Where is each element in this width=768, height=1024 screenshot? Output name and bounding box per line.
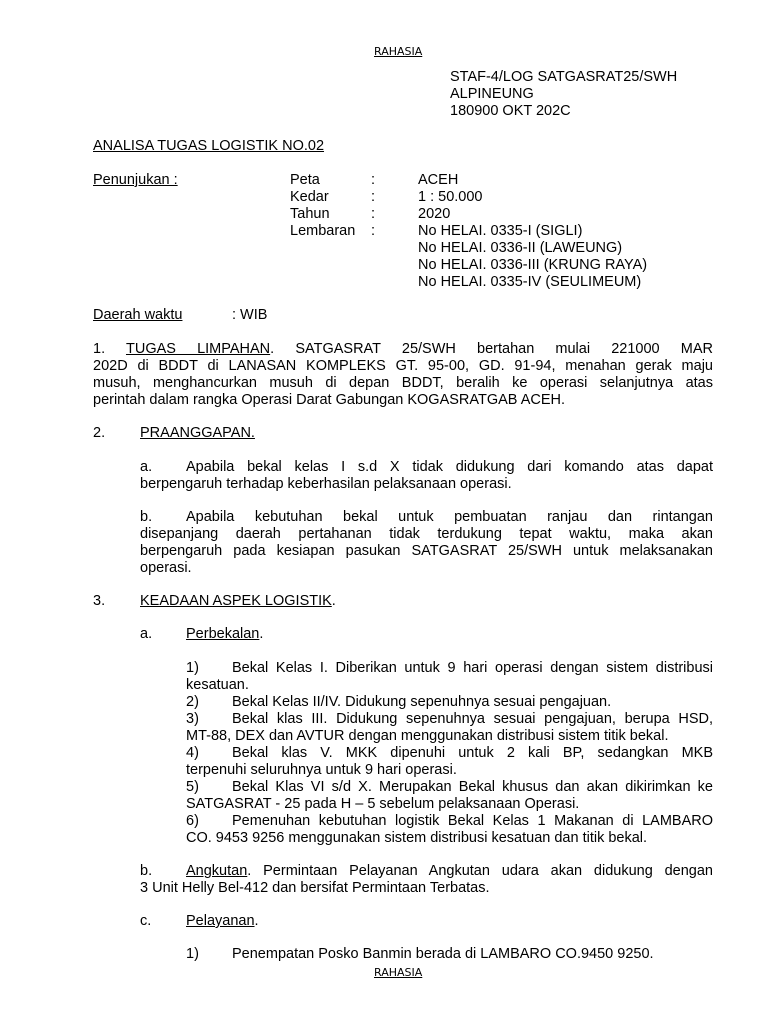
address-line-2: ALPINEUNG [450, 86, 534, 102]
section-1-number: 1. [93, 341, 106, 357]
daerah-waktu-label: Daerah waktu [93, 307, 183, 323]
peta-key: Peta [290, 172, 320, 188]
section-3b-label: b. [140, 863, 153, 879]
section-2b-label: b. [140, 509, 153, 525]
section-3a-item-5-line-2: SATGASRAT - 25 pada H – 5 sebelum pelaksanaan Operasi. [186, 796, 580, 812]
section-3-number: 3. [93, 593, 106, 609]
section-3a-item-5-line-1: 5) Bekal Klas VI s/d X. Merupakan Bekal khusus dan akan dikirimkan ke [186, 779, 713, 795]
section-1-line-3: musuh, menghancurkan musuh di depan BDDT, beralih ke operasi selanjutnya atas [93, 375, 713, 391]
lembaran-value-2: No HELAI. 0336-II (LAWEUNG) [418, 240, 623, 256]
section-1-line-1: 1. TUGAS LIMPAHAN. SATGASRAT 25/SWH bertahan mulai 221000 MAR [93, 341, 713, 357]
section-3a-label: a. [140, 626, 153, 642]
address-line-1: STAF-4/LOG SATGASRAT25/SWH [450, 69, 678, 85]
penunjukan-label: Penunjukan : [93, 172, 178, 188]
section-2-number: 2. [93, 425, 106, 441]
tahun-value: 2020 [418, 206, 451, 222]
section-3c-heading: Pelayanan. [186, 913, 259, 929]
section-2b-line-3: berpengaruh pada kesiapan pasukan SATGASRAT 25/SWH untuk melaksanakan [140, 543, 713, 559]
section-1-line-2: 202D di BDDT di LANASAN KOMPLEKS GT. 95-00, GD. 91-94, menahan gerak maju [93, 358, 713, 374]
section-3a-item-3-line-2: MT-88, DEX dan AVTUR dengan menggunakan distribusi sistem titik bekal. [186, 728, 669, 744]
address-line-3: 180900 OKT 202C [450, 103, 571, 119]
peta-colon: : [371, 172, 376, 188]
lembaran-key: Lembaran [290, 223, 356, 239]
classification-header: RAHASIA [374, 45, 423, 58]
section-3a-item-2: 2) Bekal Kelas II/IV. Didukung sepenuhnya sesuai pengajuan. [186, 694, 612, 710]
section-2b-line-1: b. Apabila kebutuhan bekal untuk pembuatan ranjau dan rintangan [140, 509, 713, 525]
kedar-key: Kedar [290, 189, 329, 205]
section-2b-line-4: operasi. [140, 560, 192, 576]
section-3a-item-6-line-2: CO. 9453 9256 menggunakan sistem distribusi kesatuan dan titik bekal. [186, 830, 648, 846]
section-2a-line-2: berpengaruh terhadap keberhasilan pelaksanaan operasi. [140, 476, 512, 492]
section-3-heading: KEADAAN ASPEK LOGISTIK. [140, 593, 336, 609]
section-3a-item-1-line-1: 1) Bekal Kelas I. Diberikan untuk 9 hari operasi dengan sistem distribusi [186, 660, 713, 676]
document-title: ANALISA TUGAS LOGISTIK NO.02 [93, 138, 325, 154]
tahun-key: Tahun [290, 206, 330, 222]
section-3c-item-1: 1) Penempatan Posko Banmin berada di LAMBARO CO.9450 9250. [186, 946, 654, 962]
section-3a-item-4-line-2: terpenuhi seluruhnya untuk 9 hari operasi. [186, 762, 457, 778]
section-3b-line-1: b. Angkutan. Permintaan Pelayanan Angkutan udara akan didukung dengan [140, 863, 713, 879]
section-2-heading: PRAANGGAPAN. [140, 425, 255, 441]
section-3c-label: c. [140, 913, 152, 929]
lembaran-colon: : [371, 223, 376, 239]
lembaran-value-3: No HELAI. 0336-III (KRUNG RAYA) [418, 257, 648, 273]
section-3a-item-4-line-1: 4) Bekal klas V. MKK dipenuhi untuk 2 kali BP, sedangkan MKB [186, 745, 713, 761]
section-3b-heading: Angkutan [186, 863, 248, 879]
kedar-colon: : [371, 189, 376, 205]
section-3a-item-3-line-1: 3) Bekal klas III. Didukung sepenuhnya sesuai pengajuan, berupa HSD, [186, 711, 713, 727]
section-3a-heading: Perbekalan. [186, 626, 264, 642]
kedar-value: 1 : 50.000 [418, 189, 483, 205]
lembaran-value-1: No HELAI. 0335-I (SIGLI) [418, 223, 583, 239]
section-1-heading: TUGAS LIMPAHAN [125, 341, 271, 357]
section-2b-line-2: disepanjang daerah pertahanan tidak terdukung tepat waktu, maka akan [140, 526, 713, 542]
section-3a-item-6-line-1: 6) Pemenuhan kebutuhan logistik Bekal Kelas 1 Makanan di LAMBARO [186, 813, 713, 829]
peta-value: ACEH [418, 172, 459, 188]
section-3a-item-1-line-2: kesatuan. [186, 677, 249, 693]
section-2a-label: a. [140, 459, 153, 475]
tahun-colon: : [371, 206, 376, 222]
daerah-waktu-value: : WIB [232, 307, 268, 323]
section-3b-line-2: 3 Unit Helly Bel-412 dan bersifat Permintaan Terbatas. [140, 880, 490, 896]
lembaran-value-4: No HELAI. 0335-IV (SEULIMEUM) [418, 274, 642, 290]
classification-footer: RAHASIA [374, 966, 423, 979]
section-1-line-4: perintah dalam rangka Operasi Darat Gabungan KOGASRATGAB ACEH. [93, 392, 566, 408]
section-2a-line-1: a. Apabila bekal kelas I s.d X tidak didukung dari komando atas dapat [140, 459, 713, 475]
